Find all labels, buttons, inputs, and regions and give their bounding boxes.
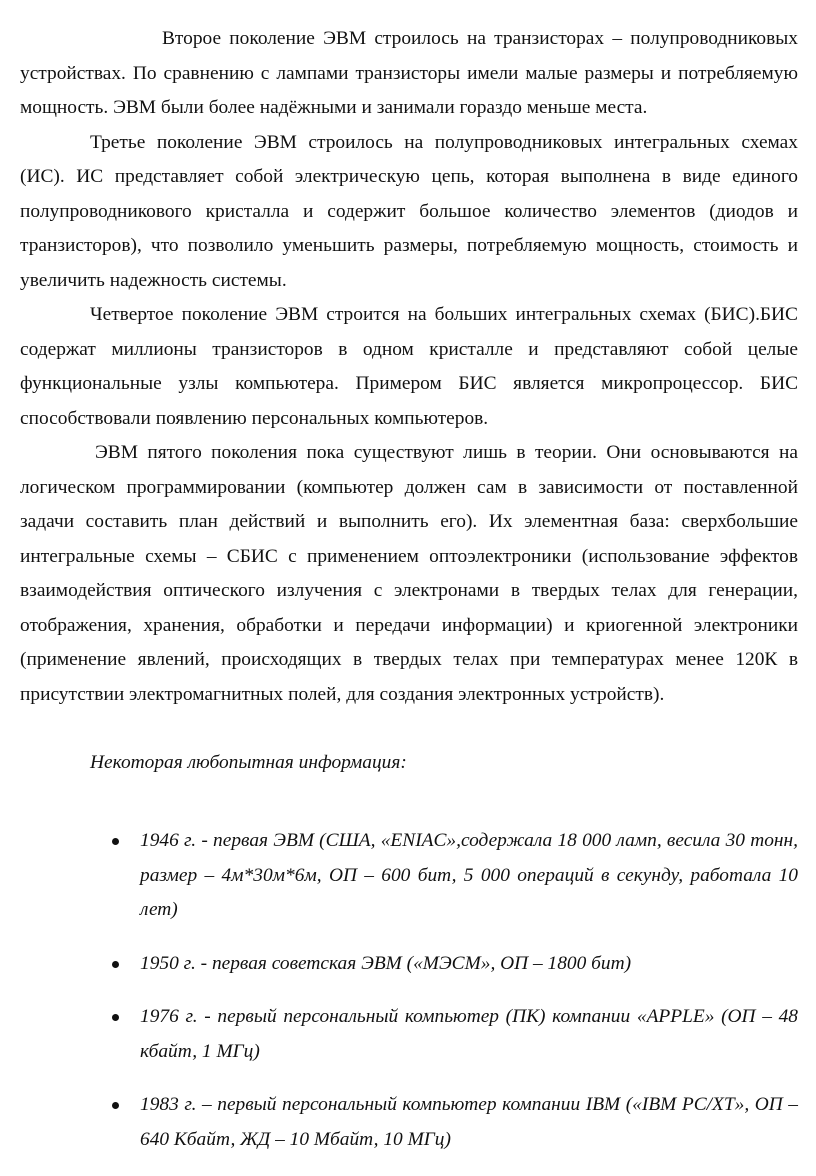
bullet-icon [112,1102,119,1109]
list-item [20,824,798,928]
paragraph-fourth-generation: Четвертое поколение ЭВМ строится на больших интегральных схемах (БИС).БИС содержат миллионы транзисторов в одном кристалле и представляют собой целые функциональные узлы компьютера. Примером БИС является микропроцессор. БИС способствовали появлению персональных компьютеров. [20,304,798,429]
list-item [20,947,798,982]
fact-text: 1983 г. – первый персональный компьютер компании IBM («IBM PC/XT», ОП – 640 Кбайт, ЖД – 10 Мбайт, 10 МГц) [140,1094,798,1150]
facts-list [20,824,798,1157]
list-item [20,1088,798,1157]
paragraph-fifth-generation: ЭВМ пятого поколения пока существуют лишь в теории. Они основываются на логическом программировании (компьютер должен сам в зависимости от поставленной задачи составить план действий и выполнить его). Их элементная база: сверхбольшие интегральные схемы – СБИС с применением оптоэлектроники (использование эффектов взаимодействия оптического излучения с электронами в твердых телах для генерации, отображения, хранения, обработки и передачи информации) и криогенной электроники (применение явлений, происходящих в твердых телах при температурах менее 120К в присутствии электромагнитных полей, для создания электронных устройств). [20,442,798,705]
paragraph-second-generation: Второе поколение ЭВМ строилось на транзисторах – полупроводниковых устройствах. По сравнению с лампами транзисторы имели малые размеры и потребляемую мощность. ЭВМ были более надёжными и занимали гораздо меньше места. [20,28,798,118]
paragraph-third-generation: Третье поколение ЭВМ строилось на полупроводниковых интегральных схемах (ИС). ИС представляет собой электрическую цепь, которая выполнена в виде единого полупроводникового кристалла и содержит большое количество элементов (диодов и транзисторов), что позволило уменьшить размеры, потребляемую мощность, стоимость и увеличить надежность системы. [20,131,798,291]
list-item [20,1000,798,1069]
bullet-icon [112,838,119,845]
document-page [20,22,798,1176]
bullet-icon [112,1014,119,1021]
fact-text: 1946 г. - первая ЭВМ (США, «ENIAC»,содержала 18 000 ламп, весила 30 тонн, размер – 4м*30м*6м, ОП – 600 бит, 5 000 операций в секунду, работала 10 лет) [140,830,798,920]
bullet-icon [112,961,119,968]
fact-text: 1950 г. - первая советская ЭВМ («МЭСМ», ОП – 1800 бит) [140,952,632,974]
fact-text: 1976 г. - первый персональный компьютер (ПК) компании «APPLE» (ОП – 48 кбайт, 1 МГц) [140,1006,798,1062]
info-heading: Некоторая любопытная информация: [90,752,407,773]
